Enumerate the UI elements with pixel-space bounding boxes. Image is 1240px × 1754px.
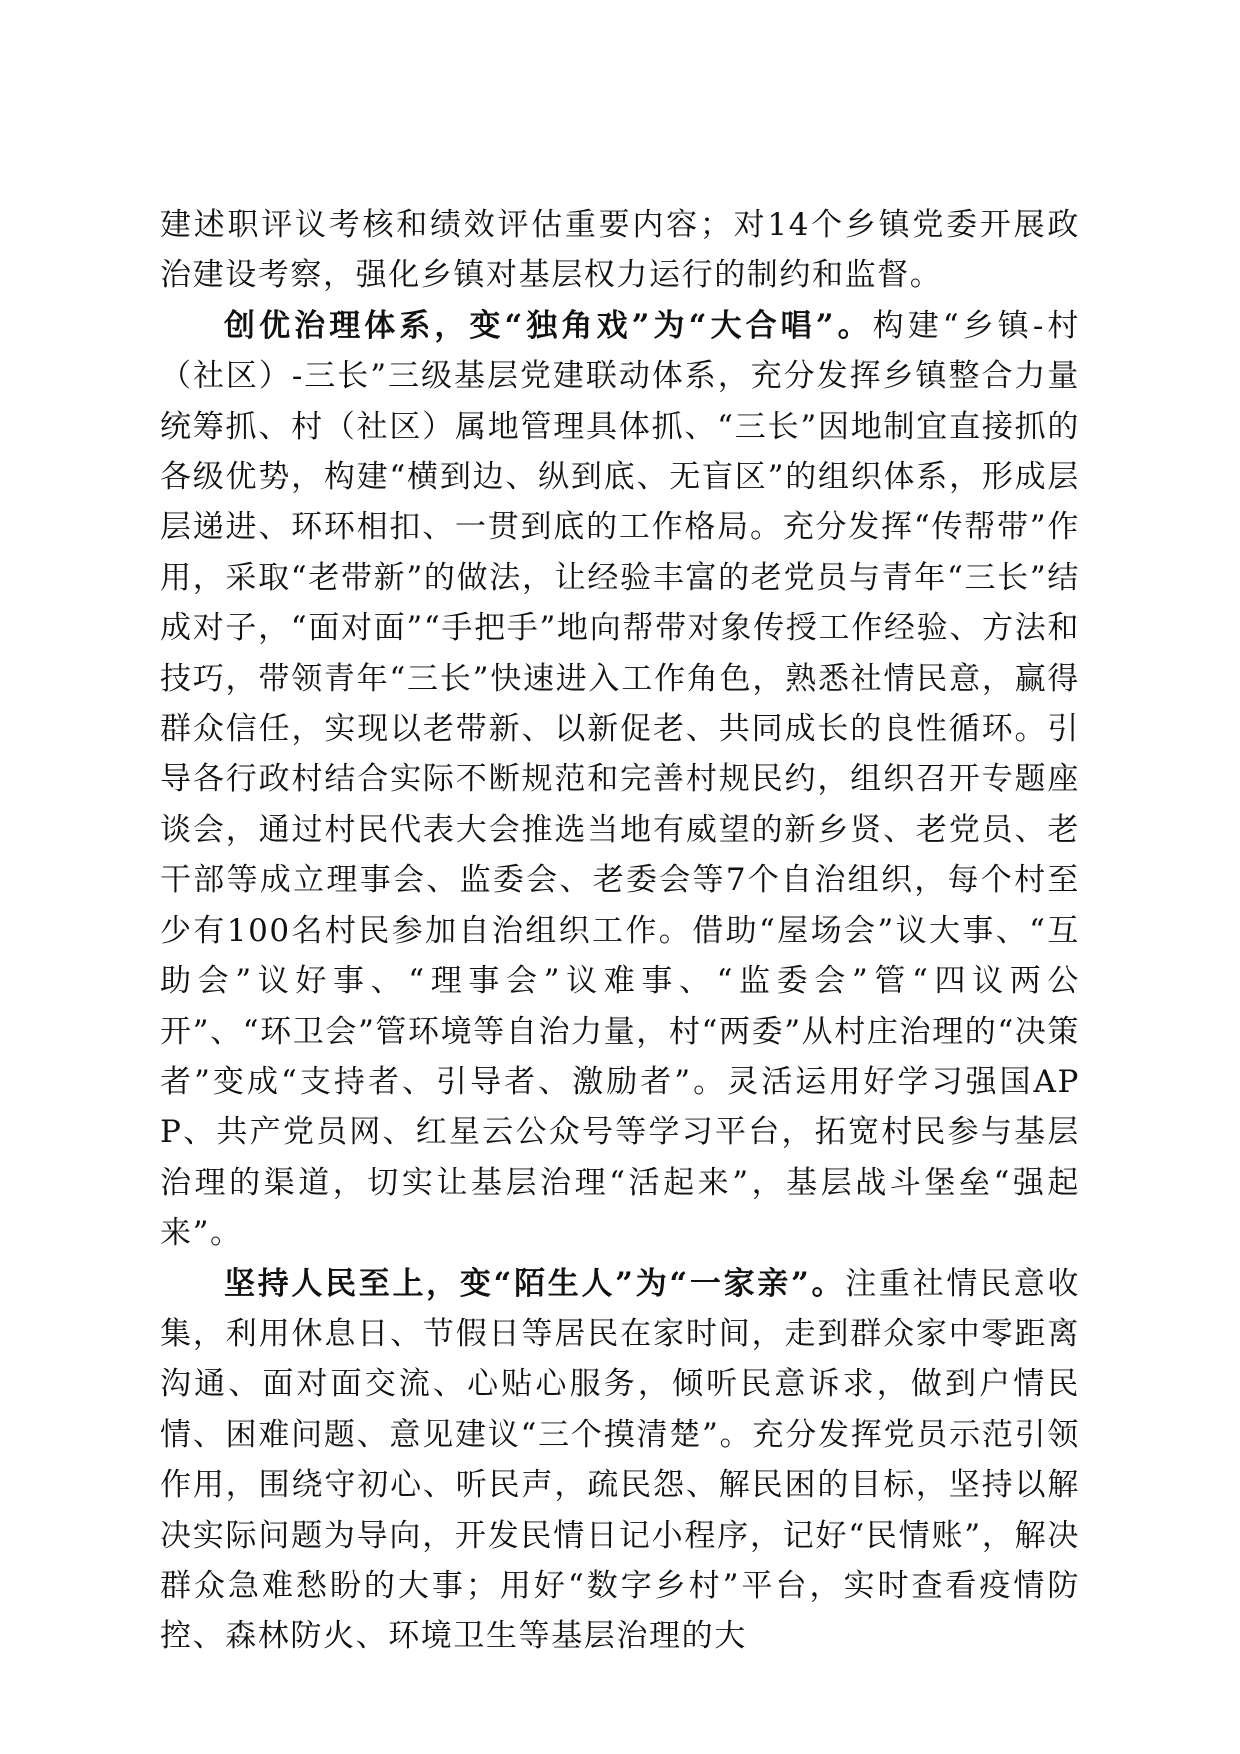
paragraph-heading: 创优治理体系，变“独角戏”为“大合唱”。 [224, 307, 873, 344]
paragraph-heading: 坚持人民至上，变“陌生人”为“一家亲”。 [224, 1265, 846, 1302]
document-page [160, 200, 1080, 1662]
paragraph-text: 建述职评议考核和绩效评估重要内容；对14个乡镇党委开展政治建设考察，强化乡镇对基层权力运行的制约和监督。 [160, 207, 1080, 294]
paragraph-text: 构建“乡镇-村（社区）-三长”三级基层党建联动体系，充分发挥乡镇整合力量统筹抓、村（社区）属地管理具体抓、“三长”因地制宜直接抓的各级优势，构建“横到边、纵到底、无盲区”的组织体系，形成层层递进、环环相扣、一贯到底的工作格局。充分发挥“传帮带”作用，采取“老带新”的做法，让经验丰富的老党员与青年“三长”结成对子，“面对面”“手把手”地向帮带对象传授工作经验、方法和技巧，带领青年“三长”快速进入工作角色，熟悉社情民意，赢得群众信任，实现以老带新、以新促老、共同成长的良性循环。引导各行政村结合实际不断规范和完善村规民约，组织召开专题座谈会，通过村民代表大会推选当地有威望的新乡贤、老党员、老干部等成立理事会、监委会、老委会等7个自治组织，每个村至少有100名村民参加自治组织工作。借助“屋场会”议大事、“互助会”议好事、“理事会”议难事、“监委会”管“四议两公开”、“环卫会”管环境等自治力量，村“两委”从村庄治理的“决策者”变成“支持者、引导者、激励者”。灵活运用好学习强国APP、共产党员网、红星云公众号等学习平台，拓宽村民参与基层治理的渠道，切实让基层治理“活起来”，基层战斗堡垒“强起来”。 [160, 307, 1080, 1252]
paragraph-governance-system [160, 301, 1080, 1259]
paragraph-people-first [160, 1259, 1080, 1662]
paragraph-text: 注重社情民意收集，利用休息日、节假日等居民在家时间，走到群众家中零距离沟通、面对面交流、心贴心服务，倾听民意诉求，做到户情民情、困难问题、意见建议“三个摸清楚”。充分发挥党员示范引领作用，围绕守初心、听民声，疏民怨、解民困的目标，坚持以解决实际问题为导向，开发民情日记小程序，记好“民情账”，解决群众急难愁盼的大事；用好“数字乡村”平台，实时查看疫情防控、森林防火、环境卫生等基层治理的大 [160, 1265, 1081, 1655]
paragraph-continuation [160, 200, 1080, 301]
